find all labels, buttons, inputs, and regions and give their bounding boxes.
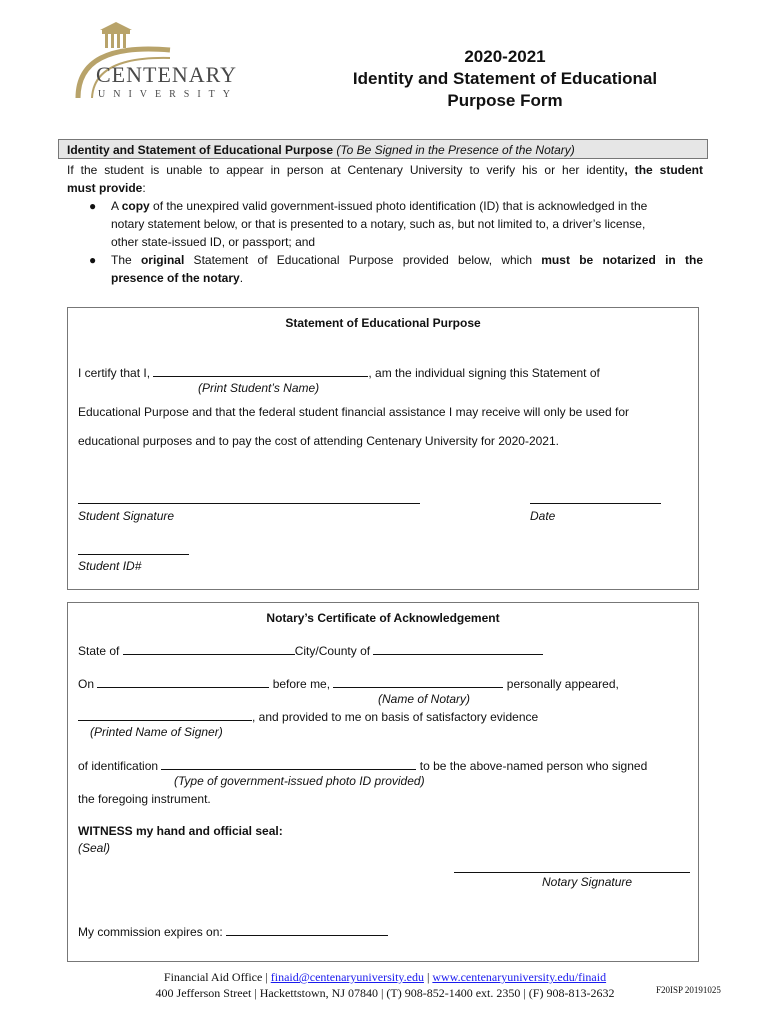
appeared-line: On before me, personally appeared,: [78, 677, 619, 691]
title-line-3: Purpose Form: [447, 91, 563, 110]
title-year: 2020-2021: [464, 47, 546, 66]
list-item: ● The original Statement of Educational Purpose provided below, which must be notarized in the presence of the notary.: [89, 253, 703, 285]
logo-sub: UNIVERSITY: [98, 89, 238, 100]
printed-name-caption: (Printed Name of Signer): [90, 725, 223, 739]
logo-name: CENTENARY: [96, 62, 237, 87]
foregoing-line: the foregoing instrument.: [78, 792, 211, 806]
footer-address: 400 Jefferson Street | Hackettstown, NJ 07840 | (T) 908-852-1400 ext. 2350 | (F) 908-813-2632: [155, 986, 615, 1000]
title-line-2: Identity and Statement of Educational: [352, 69, 658, 88]
date-field[interactable]: [530, 503, 661, 504]
requirements-list: [67, 197, 703, 287]
date-label: Date: [530, 509, 556, 523]
print-name-caption: (Print Student’s Name): [198, 381, 320, 395]
statement-title: Statement of Educational Purpose: [285, 316, 481, 330]
seal-label: (Seal): [78, 841, 111, 855]
bullet-icon: ●: [89, 253, 97, 267]
provided-line: , and provided to me on basis of satisfactory evidence: [78, 708, 538, 725]
email-link[interactable]: finaid@centenaryuniversity.edu: [270, 970, 424, 984]
student-signature-field[interactable]: [78, 503, 420, 504]
list-item: ● A copy of the unexpired valid government-issued photo identification (ID) that is acknowledged in the notary statement below, or that is presented to a notary, such as, but not limited to, a driver’s license, other state-issued ID, or passport; and: [89, 199, 648, 249]
form-title: [300, 46, 710, 112]
name-of-notary-caption: (Name of Notary): [378, 692, 471, 706]
student-id-field[interactable]: [78, 554, 189, 555]
section-heading-note: (To Be Signed in the Presence of the Notary): [336, 143, 575, 157]
notary-signature-label: Notary Signature: [542, 875, 633, 889]
student-name-field[interactable]: [153, 364, 368, 377]
commission-date-field[interactable]: [226, 923, 388, 936]
intro-line-2: must provide:: [67, 181, 146, 195]
notary-name-field[interactable]: [333, 675, 503, 688]
id-type-field[interactable]: [161, 757, 416, 770]
footer: [100, 969, 670, 1001]
section-heading-text: Identity and Statement of Educational Purpose: [67, 143, 334, 157]
student-id-label: Student ID#: [78, 559, 142, 573]
notary-box: [67, 602, 699, 962]
statement-box: [67, 307, 699, 590]
state-field[interactable]: [123, 642, 295, 655]
state-city-line: State of City/County of: [78, 642, 543, 659]
bullet-icon: ●: [89, 199, 97, 213]
notary-signature-field[interactable]: [454, 872, 690, 873]
signer-name-field[interactable]: [78, 708, 252, 721]
centenary-logo-icon: [70, 20, 245, 105]
website-link[interactable]: www.centenaryuniversity.edu/finaid: [432, 970, 607, 984]
university-logo: [70, 20, 245, 105]
id-type-caption: (Type of government-issued photo ID provided): [174, 774, 425, 788]
section-heading: [58, 139, 708, 159]
statement-line-3: educational purposes and to pay the cost of attending Centenary University for 2020-2021.: [78, 434, 559, 448]
city-county-field[interactable]: [373, 642, 543, 655]
commission-line: My commission expires on:: [78, 923, 388, 940]
notary-title: Notary’s Certificate of Acknowledgement: [266, 611, 500, 625]
student-signature-label: Student Signature: [78, 509, 175, 523]
intro-line-1: If the student is unable to appear in person at Centenary University to verify his or her identity, the student: [67, 163, 703, 177]
identification-line: of identification to be the above-named person who signed: [78, 759, 648, 773]
witness-line: WITNESS my hand and official seal:: [78, 824, 283, 838]
intro-text: [67, 161, 703, 287]
form-code: F20ISP 20191025: [656, 985, 721, 995]
certify-line: I certify that I, , am the individual signing this Statement of: [78, 366, 600, 380]
footer-contact-line: Financial Aid Office | finaid@centenaryuniversity.edu | www.centenaryuniversity.edu/finaid: [163, 970, 607, 984]
date-appeared-field[interactable]: [97, 675, 269, 688]
statement-line-2: Educational Purpose and that the federal student financial assistance I may receive will only be used for: [78, 405, 629, 419]
